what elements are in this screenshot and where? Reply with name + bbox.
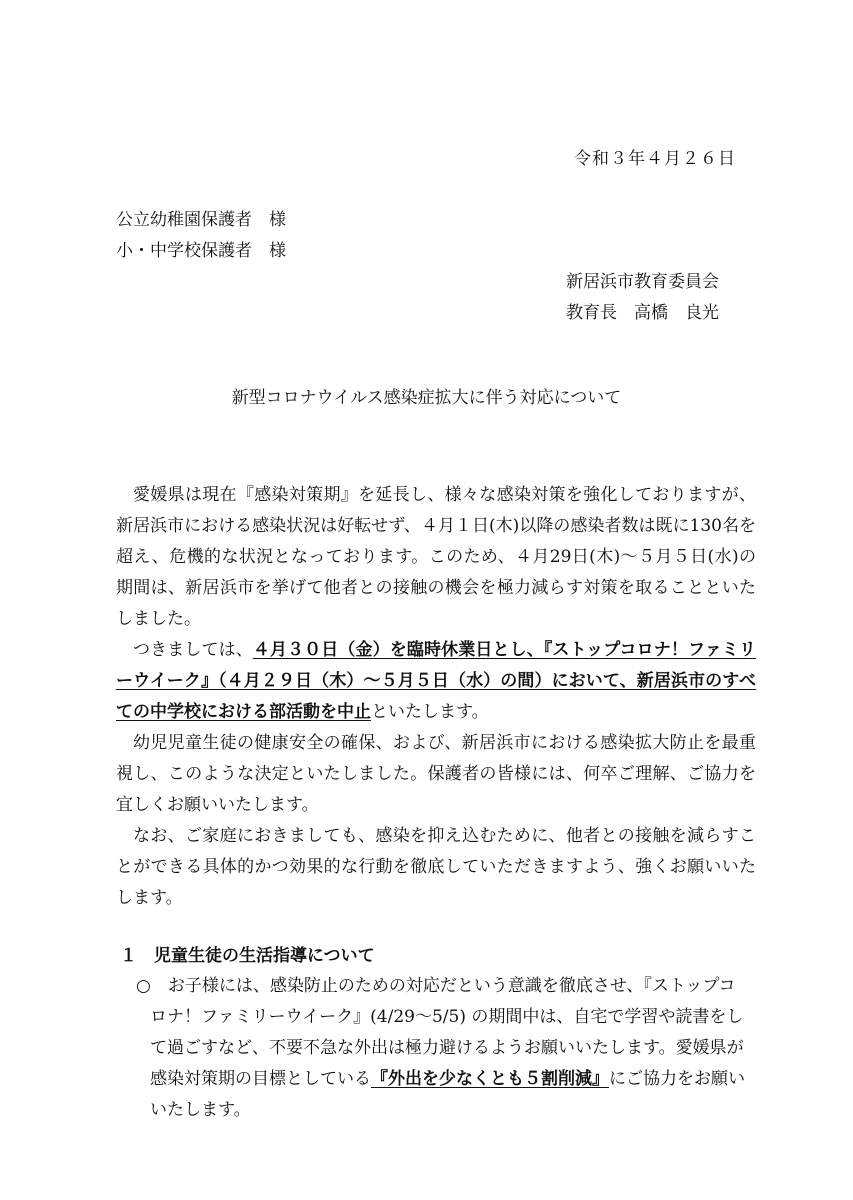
paragraph-4: なお、ご家庭におきましても、感染を抑え込むために、他者との接触を減らすことができる具体的かつ効果的な行動を徹底していただきますよう、強くお願いいたします。 [116, 826, 756, 908]
paragraph-1: 愛媛県は現在『感染対策期』を延長し、様々な感染対策を強化しておりますが、新居浜市における感染状況は好転せず、４月１日(木)以降の感染者数は既に130名を超え、危機的な状況となっております。このため、４月29日(木)～５月５日(水)の期間は、新居浜市を挙げて他者との接触の機会を極力減らす対策を取ることといたしました。 [116, 485, 756, 629]
section-1-item [126, 971, 752, 1126]
section-1-emphasis: 『外出を少なくとも５割削減』 [371, 1069, 609, 1089]
section-1-heading: １ 児童生徒の生活指導について [120, 946, 375, 966]
paragraph-3: 幼児児童生徒の健康安全の確保、および、新居浜市における感染拡大防止を最重視し、このような決定といたしました。保護者の皆様には、何卒ご理解、ご協力を宜しくお願いいたします。 [116, 733, 756, 815]
sender-organization: 新居浜市教育委員会 [566, 272, 719, 292]
document-body [116, 480, 756, 914]
paragraph-2-pre: つきましては、 [133, 640, 253, 660]
document-title: 新型コロナウイルス感染症拡大に伴う対応について [231, 388, 622, 408]
document-date: 令和３年４月２６日 [574, 149, 736, 169]
bullet-circle-icon: ○ [136, 976, 151, 996]
paragraph-2 [116, 635, 756, 728]
addressee-kindergarten: 公立幼稚園保護者 様 [116, 210, 286, 230]
section-1-text-pre: お子様には、感染防止のための対応だという意識を徹底させ、『ストップコロナ！ファミリーウイーク』(4/29～5/5) の期間中は、自宅で学習や読書をして過ごすなど、不要不急な外出は極力避けるようお願いいたします。愛媛県が感染対策期の目標としている [150, 976, 744, 1089]
addressee-schools: 小・中学校保護者 様 [116, 241, 286, 261]
sender-signature: 教育長 高橋 良光 [566, 303, 719, 323]
paragraph-2-emphasis: ４月３０日（金）を臨時休業日とし、『ストップコロナ！ファミリーウイーク』（４月２９日（木）～５月５日（水）の間）において、新居浜市のすべての中学校における部活動を中止 [116, 640, 757, 722]
paragraph-2-post: といたします。 [371, 702, 489, 722]
section-1-text-post: にご協力をお願いいたします。 [150, 1069, 745, 1120]
